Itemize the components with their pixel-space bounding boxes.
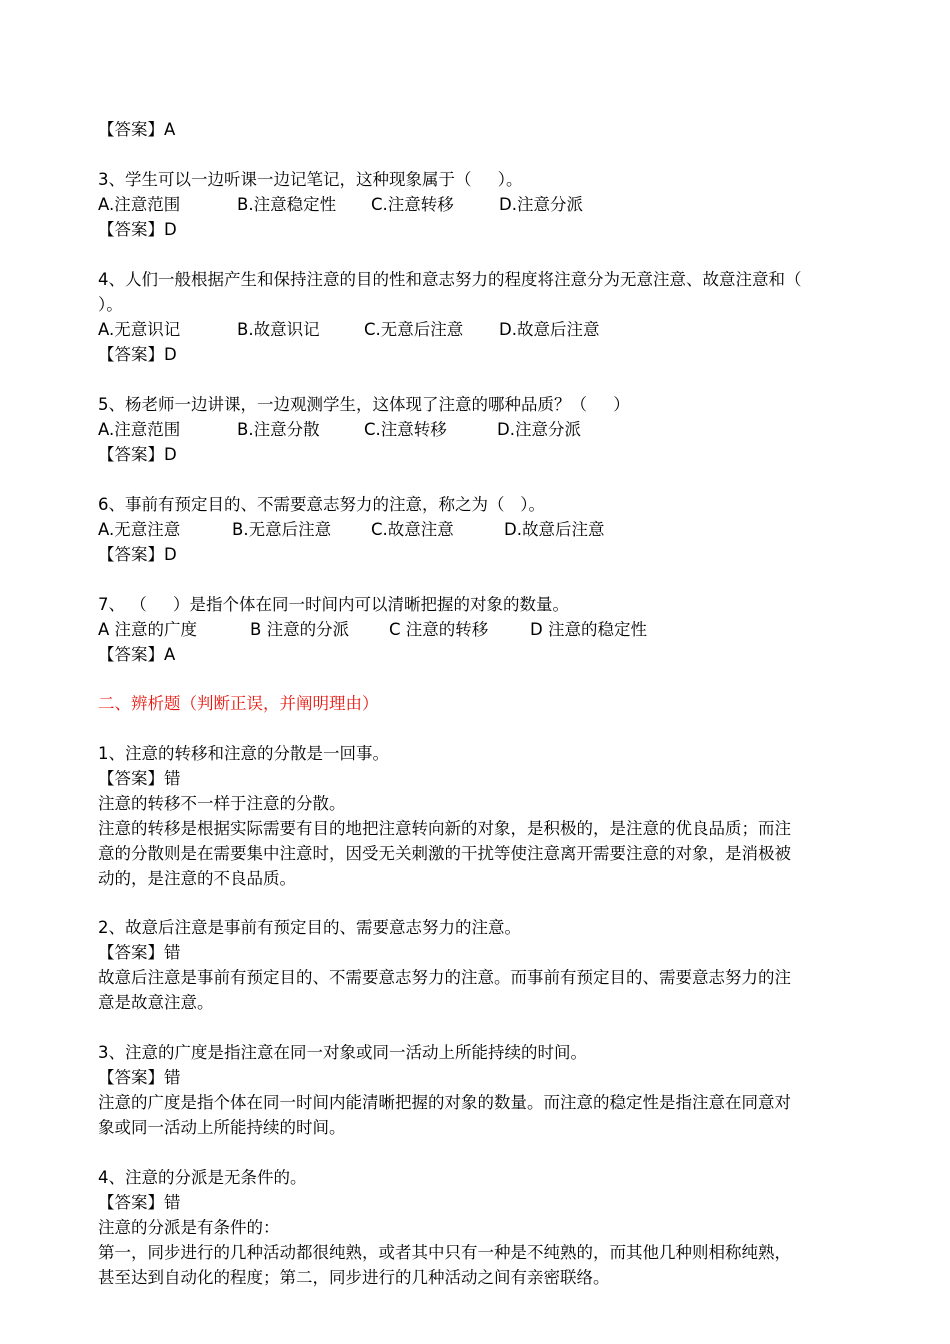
question-4-stem-line1: 4、人们一般根据产生和保持注意的目的性和意志努力的程度将注意分为无意注意、故意注意和（ xyxy=(98,270,802,289)
s2-explain-4-line3: 甚至达到自动化的程度；第二，同步进行的几种活动之间有亲密联络。 xyxy=(98,1268,610,1287)
s2-explain-1-line2: 注意的转移是根据实际需要有目的地把注意转向新的对象，是积极的，是注意的优良品质；而注 xyxy=(98,819,791,838)
s2-answer-2: 【答案】错 xyxy=(98,943,181,962)
s2-explain-3-line1: 注意的广度是指个体在同一时间内能清晰把握的对象的数量。而注意的稳定性是指注意在同意对 xyxy=(98,1093,791,1112)
s2-question-1-stem: 1、注意的转移和注意的分散是一回事。 xyxy=(98,744,389,763)
s2-answer-1: 【答案】错 xyxy=(98,769,181,788)
q5-option-b: B.注意分散 xyxy=(237,420,320,439)
question-3-stem: 3、学生可以一边听课一边记笔记，这种现象属于（ ）。 xyxy=(98,170,523,189)
q4-option-a: A.无意识记 xyxy=(98,320,181,339)
q7-option-d: D 注意的稳定性 xyxy=(530,620,647,639)
q3-option-c: C.注意转移 xyxy=(371,195,454,214)
s2-explain-2-line2: 意是故意注意。 xyxy=(98,993,214,1012)
q3-option-d: D.注意分派 xyxy=(499,195,583,214)
q6-option-a: A.无意注意 xyxy=(98,520,181,539)
answer-q4: 【答案】D xyxy=(98,345,177,364)
q4-option-c: C.无意后注意 xyxy=(364,320,464,339)
s2-explain-4-line1: 注意的分派是有条件的： xyxy=(98,1218,280,1237)
answer-q3: 【答案】D xyxy=(98,220,177,239)
question-7-stem: 7、 （ ）是指个体在同一时间内可以清晰把握的对象的数量。 xyxy=(98,595,569,614)
s2-explain-1-line1: 注意的转移不一样于注意的分散。 xyxy=(98,794,346,813)
answer-q7: 【答案】A xyxy=(98,645,176,664)
s2-question-3-stem: 3、注意的广度是指注意在同一对象或同一活动上所能持续的时间。 xyxy=(98,1043,587,1062)
question-5-stem: 5、杨老师一边讲课，一边观测学生，这体现了注意的哪种品质？（ ） xyxy=(98,395,630,414)
answer-q2: 【答案】A xyxy=(98,120,176,139)
answer-q5: 【答案】D xyxy=(98,445,177,464)
s2-answer-4: 【答案】错 xyxy=(98,1193,181,1212)
s2-explain-1-line3: 意的分散则是在需要集中注意时，因受无关刺激的干扰等使注意离开需要注意的对象，是消极被 xyxy=(98,844,791,863)
q7-option-c: C 注意的转移 xyxy=(389,620,489,639)
section-heading: 二、辨析题（判断正误，并阐明理由） xyxy=(98,694,379,713)
q3-option-b: B.注意稳定性 xyxy=(237,195,337,214)
s2-explain-2-line1: 故意后注意是事前有预定目的、不需要意志努力的注意。而事前有预定目的、需要意志努力的注 xyxy=(98,968,791,987)
s2-explain-3-line2: 象或同一活动上所能持续的时间。 xyxy=(98,1118,346,1137)
s2-question-4-stem: 4、注意的分派是无条件的。 xyxy=(98,1168,307,1187)
q6-option-b: B.无意后注意 xyxy=(232,520,332,539)
q7-option-b: B 注意的分派 xyxy=(250,620,350,639)
answer-q6: 【答案】D xyxy=(98,545,177,564)
q7-option-a: A 注意的广度 xyxy=(98,620,198,639)
s2-question-2-stem: 2、故意后注意是事前有预定目的、需要意志努力的注意。 xyxy=(98,918,521,937)
q4-option-d: D.故意后注意 xyxy=(499,320,600,339)
question-6-stem: 6、事前有预定目的、不需要意志努力的注意，称之为（ ）。 xyxy=(98,495,545,514)
s2-explain-4-line2: 第一，同步进行的几种活动都很纯熟，或者其中只有一种是不纯熟的，而其他几种则相称纯熟， xyxy=(98,1243,791,1262)
q5-option-d: D.注意分派 xyxy=(497,420,581,439)
q5-option-c: C.注意转移 xyxy=(364,420,447,439)
q4-option-b: B.故意识记 xyxy=(237,320,320,339)
q5-option-a: A.注意范围 xyxy=(98,420,181,439)
q3-option-a: A.注意范围 xyxy=(98,195,181,214)
s2-answer-3: 【答案】错 xyxy=(98,1068,181,1087)
s2-explain-1-line4: 动的，是注意的不良品质。 xyxy=(98,869,296,888)
q6-option-c: C.故意注意 xyxy=(371,520,454,539)
question-4-stem-line2: ）。 xyxy=(98,295,123,314)
q6-option-d: D.故意后注意 xyxy=(504,520,605,539)
